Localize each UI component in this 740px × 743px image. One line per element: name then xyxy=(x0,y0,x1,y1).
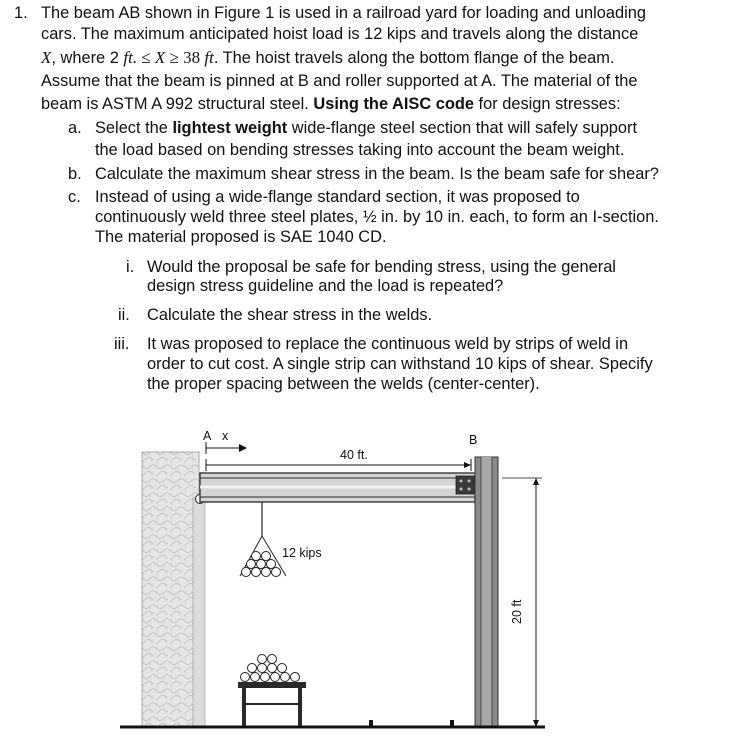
column-web xyxy=(481,457,492,727)
pin-bolt-1 xyxy=(460,480,463,483)
stem-line-5-post: for design stresses: xyxy=(473,95,621,113)
sub-ii-label: ii. xyxy=(118,306,130,324)
unit-ft-2: ft xyxy=(204,48,214,67)
sub-i-line-2: design stress guideline and the load is repeated? xyxy=(147,277,504,295)
problem-number: 1. xyxy=(14,4,28,22)
label-a: A xyxy=(203,429,212,443)
stem-line-4: Assume that the beam is pinned at B and roller supported at A. The material of the xyxy=(41,72,638,90)
unit-ft-1: ft. xyxy=(123,48,138,67)
wall-support-ledge xyxy=(193,498,205,727)
sub-i-label: i. xyxy=(126,258,135,276)
sub-i-line-1: Would the proposal be safe for bending stress, using the general xyxy=(147,258,616,276)
part-c-line-3: The material proposed is SAE 1040 CD. xyxy=(95,228,387,246)
stem-line-3-rest: . The hoist travels along the bottom flange of the beam. xyxy=(213,49,615,67)
part-a-pre: Select the xyxy=(95,119,173,137)
railcar-leg-left xyxy=(242,688,246,727)
sub-iii-line-3: the proper spacing between the welds (center-center). xyxy=(147,375,540,393)
part-a-label: a. xyxy=(68,119,82,137)
hoisted-pipe-load xyxy=(242,552,281,577)
stem-line-2: cars. The maximum anticipated hoist load is 12 kips and travels along the distance xyxy=(41,25,639,43)
sub-iii-line-1: It was proposed to replace the continuous weld by strips of weld in xyxy=(147,335,629,353)
stem-line-5-bold: Using the AISC code xyxy=(313,95,474,113)
railcar-pipe-load xyxy=(241,655,300,682)
height-label: 20 ft xyxy=(510,599,524,624)
stem-line-1: The beam AB shown in Figure 1 is used in a railroad yard for loading and unloading xyxy=(41,4,647,22)
sub-ii-line-1: Calculate the shear stress in the welds. xyxy=(147,306,433,324)
span-arrow-right xyxy=(464,462,471,468)
span-label: 40 ft. xyxy=(340,448,368,462)
label-x: x xyxy=(222,429,229,443)
stem-line-5-pre: beam is ASTM A 992 structural steel. xyxy=(41,95,314,113)
label-b: B xyxy=(469,433,478,447)
var-x: X xyxy=(41,48,52,67)
rail-tie-1 xyxy=(369,720,373,727)
railcar-leg-right xyxy=(298,688,302,727)
pin-bolt-3 xyxy=(460,488,463,491)
part-c-line-2: continuously weld three steel plates, ½ in. by 10 in. each, to form an I-section. xyxy=(95,208,659,226)
part-c-line-1: Instead of using a wide-flange standard section, it was proposed to xyxy=(95,188,580,206)
part-a-bold: lightest weight xyxy=(172,119,288,137)
part-b-line-1: Calculate the maximum shear stress in the beam. Is the beam safe for shear? xyxy=(95,165,659,183)
height-arrow-top xyxy=(533,478,539,485)
sub-iii-line-2: order to cut cost. A single strip can withstand 10 kips of shear. Specify xyxy=(147,355,653,373)
pin-bolt-2 xyxy=(468,480,471,483)
le-sign: ≤ xyxy=(137,48,155,67)
pin-bolt-4 xyxy=(468,488,471,491)
part-a-line-2: the load based on bending stresses taking into account the beam weight. xyxy=(95,141,625,159)
sub-iii-label: iii. xyxy=(114,335,130,353)
part-a-post: wide-flange steel section that will safely support xyxy=(287,119,638,137)
concrete-wall xyxy=(142,452,199,727)
part-b-label: b. xyxy=(68,165,82,183)
stem-line-3-mid1: , where 2 xyxy=(51,49,124,67)
var-x-2: X xyxy=(154,48,166,67)
pin-support-b xyxy=(456,476,474,494)
part-c-label: c. xyxy=(68,188,81,206)
railcar-deck xyxy=(238,682,306,688)
load-label: 12 kips xyxy=(282,546,322,560)
rail-tie-2 xyxy=(450,720,454,727)
ge-sign: ≥ 38 xyxy=(165,48,205,67)
